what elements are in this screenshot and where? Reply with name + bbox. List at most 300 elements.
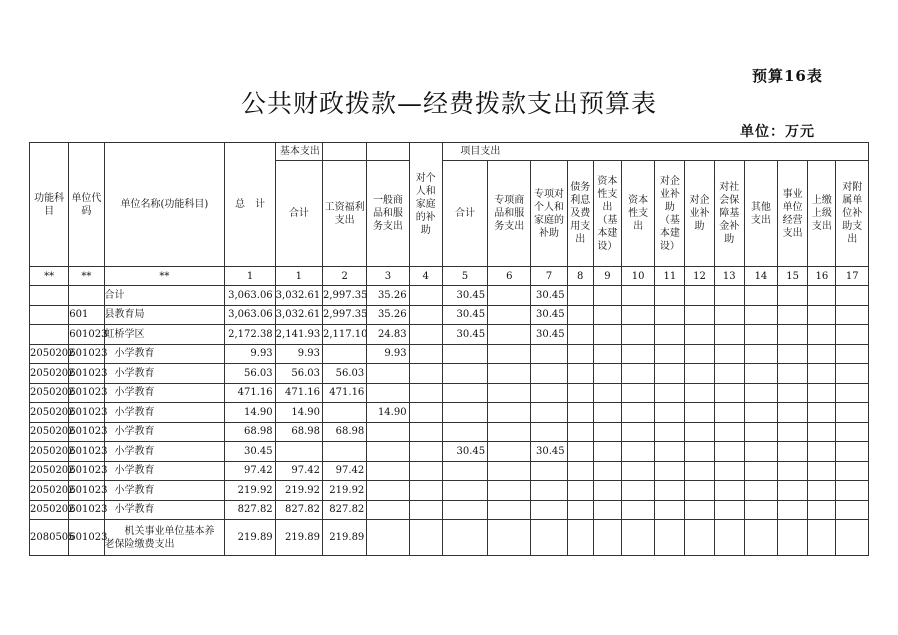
empty-cell xyxy=(744,344,777,364)
empty-cell xyxy=(778,286,808,306)
wage-cell: 2,117.10 xyxy=(323,325,367,345)
project-group-label: 项目支出 xyxy=(460,146,501,157)
func-code-cell: 2050202 xyxy=(30,481,69,501)
empty-cell xyxy=(655,286,685,306)
empty-cell xyxy=(567,364,593,384)
empty-cell xyxy=(685,286,714,306)
proj-personal-cell xyxy=(531,481,567,501)
col-personal: 对个人和家庭的补助 xyxy=(409,143,442,267)
wage-cell: 827.82 xyxy=(323,500,367,520)
basic-total-cell: 219.89 xyxy=(275,520,322,556)
empty-cell xyxy=(655,383,685,403)
empty-cell xyxy=(685,461,714,481)
empty-cell xyxy=(622,364,655,384)
empty-cell xyxy=(836,383,869,403)
empty-cell xyxy=(744,422,777,442)
empty-cell xyxy=(836,442,869,462)
proj-personal-cell xyxy=(531,403,567,423)
proj-total-cell: 30.45 xyxy=(442,325,487,345)
empty-cell xyxy=(714,500,744,520)
proj-goods-cell xyxy=(488,481,531,501)
empty-cell xyxy=(778,325,808,345)
empty-cell xyxy=(808,403,836,423)
empty-cell xyxy=(593,286,621,306)
empty-cell xyxy=(778,305,808,325)
empty-cell xyxy=(714,403,744,423)
unit-code-cell: 601023 xyxy=(69,442,104,462)
proj-goods-cell xyxy=(488,422,531,442)
proj-personal-cell xyxy=(531,383,567,403)
col-goods: 一般商品和服务支出 xyxy=(367,161,409,267)
table-row xyxy=(30,520,869,556)
empty-cell xyxy=(744,403,777,423)
index-cell: 11 xyxy=(655,267,685,286)
empty-cell xyxy=(714,461,744,481)
empty-cell xyxy=(685,305,714,325)
col-project-group xyxy=(442,143,868,161)
empty-cell xyxy=(655,403,685,423)
empty-cell xyxy=(836,286,869,306)
proj-total-cell xyxy=(442,344,487,364)
unit-name-cell: 小学教育 xyxy=(104,500,225,520)
page-title: 公共财政拨款—经费拨款支出预算表 xyxy=(240,89,657,118)
proj-total-cell xyxy=(442,481,487,501)
table-row xyxy=(30,344,869,364)
empty-cell xyxy=(685,500,714,520)
index-cell: 8 xyxy=(567,267,593,286)
empty-cell xyxy=(622,481,655,501)
unit-code-cell: 601023 xyxy=(69,344,104,364)
form-number: 预算16表 xyxy=(752,67,823,85)
empty-cell xyxy=(622,442,655,462)
proj-goods-cell xyxy=(488,325,531,345)
wage-cell: 2,997.35 xyxy=(323,305,367,325)
empty-cell xyxy=(622,422,655,442)
empty-cell xyxy=(808,286,836,306)
total-cell: 9.93 xyxy=(225,344,275,364)
empty-cell xyxy=(744,481,777,501)
goods-cell xyxy=(367,461,409,481)
basic-total-cell: 3,032.61 xyxy=(275,286,322,306)
empty-cell xyxy=(808,422,836,442)
empty-cell xyxy=(744,442,777,462)
func-code-cell: 2050202 xyxy=(30,500,69,520)
empty-cell xyxy=(778,383,808,403)
empty-cell xyxy=(808,500,836,520)
unit-name-cell: 机关事业单位基本养老保险缴费支出 xyxy=(104,520,225,556)
empty-cell xyxy=(622,403,655,423)
empty-cell xyxy=(685,520,714,556)
personal-cell xyxy=(409,383,442,403)
unit-name-cell: 小学教育 xyxy=(104,364,225,384)
empty-cell xyxy=(593,481,621,501)
index-cell: 2 xyxy=(323,267,367,286)
empty-cell xyxy=(714,422,744,442)
wage-cell: 471.16 xyxy=(323,383,367,403)
empty-cell xyxy=(655,422,685,442)
unit-name-cell: 县教育局 xyxy=(104,305,225,325)
proj-personal-cell xyxy=(531,422,567,442)
empty-cell xyxy=(567,461,593,481)
unit-name-cell: 小学教育 xyxy=(104,461,225,481)
header-blank xyxy=(367,143,409,161)
index-cell: 16 xyxy=(808,267,836,286)
empty-cell xyxy=(714,344,744,364)
goods-cell xyxy=(367,442,409,462)
empty-cell xyxy=(593,403,621,423)
proj-personal-cell xyxy=(531,364,567,384)
empty-cell xyxy=(808,305,836,325)
empty-cell xyxy=(744,520,777,556)
proj-total-cell xyxy=(442,422,487,442)
empty-cell xyxy=(744,364,777,384)
func-code-cell: 2080505 xyxy=(30,520,69,556)
proj-total-cell xyxy=(442,520,487,556)
empty-cell xyxy=(808,344,836,364)
proj-personal-cell xyxy=(531,344,567,364)
goods-cell: 35.26 xyxy=(367,305,409,325)
index-row xyxy=(30,267,869,286)
col-ent-subsidy: 对企业补助 xyxy=(685,161,714,267)
proj-personal-cell: 30.45 xyxy=(531,442,567,462)
personal-cell xyxy=(409,325,442,345)
empty-cell xyxy=(808,383,836,403)
empty-cell xyxy=(808,520,836,556)
empty-cell xyxy=(808,442,836,462)
empty-cell xyxy=(778,500,808,520)
unit-name-cell: 合计 xyxy=(104,286,225,306)
empty-cell xyxy=(655,520,685,556)
index-cell: 14 xyxy=(744,267,777,286)
empty-cell xyxy=(714,442,744,462)
unit-code-cell: 601023 xyxy=(69,403,104,423)
proj-goods-cell xyxy=(488,403,531,423)
proj-personal-cell xyxy=(531,461,567,481)
col-debt: 债务利息及费用支出 xyxy=(567,161,593,267)
empty-cell xyxy=(567,383,593,403)
wage-cell: 219.89 xyxy=(323,520,367,556)
empty-cell xyxy=(685,481,714,501)
goods-cell xyxy=(367,520,409,556)
personal-cell xyxy=(409,422,442,442)
unit-code-cell: 601023 xyxy=(69,325,104,345)
col-unit-name: 单位名称(功能科目) xyxy=(104,143,225,267)
col-affiliated: 对附属单位补助支出 xyxy=(836,161,869,267)
basic-total-cell: 219.92 xyxy=(275,481,322,501)
empty-cell xyxy=(593,461,621,481)
empty-cell xyxy=(778,442,808,462)
index-cell: ** xyxy=(69,267,104,286)
empty-cell xyxy=(622,520,655,556)
col-capital-build: 资本性支出（基本建设） xyxy=(593,161,621,267)
empty-cell xyxy=(567,481,593,501)
col-social: 对社会保障基金补助 xyxy=(714,161,744,267)
index-cell: 4 xyxy=(409,267,442,286)
empty-cell xyxy=(714,325,744,345)
goods-cell xyxy=(367,422,409,442)
func-code-cell: 2050202 xyxy=(30,344,69,364)
empty-cell xyxy=(685,422,714,442)
proj-goods-cell xyxy=(488,500,531,520)
total-cell: 56.03 xyxy=(225,364,275,384)
table-body xyxy=(30,267,869,556)
table-row xyxy=(30,383,869,403)
wage-cell xyxy=(323,403,367,423)
proj-total-cell xyxy=(442,461,487,481)
total-cell: 219.92 xyxy=(225,481,275,501)
wage-cell: 56.03 xyxy=(323,364,367,384)
proj-goods-cell xyxy=(488,286,531,306)
empty-cell xyxy=(836,461,869,481)
col-upper: 上缴上级支出 xyxy=(808,161,836,267)
table-row xyxy=(30,442,869,462)
empty-cell xyxy=(714,481,744,501)
index-cell: 17 xyxy=(836,267,869,286)
empty-cell xyxy=(744,286,777,306)
table-row xyxy=(30,325,869,345)
empty-cell xyxy=(593,520,621,556)
empty-cell xyxy=(622,500,655,520)
unit-name-cell: 小学教育 xyxy=(104,422,225,442)
basic-total-cell: 14.90 xyxy=(275,403,322,423)
col-proj-goods: 专项商品和服务支出 xyxy=(488,161,531,267)
goods-cell xyxy=(367,500,409,520)
unit-code-cell: 601023 xyxy=(69,422,104,442)
empty-cell xyxy=(622,383,655,403)
empty-cell xyxy=(836,481,869,501)
empty-cell xyxy=(836,364,869,384)
index-cell: 5 xyxy=(442,267,487,286)
proj-total-cell xyxy=(442,500,487,520)
goods-cell xyxy=(367,364,409,384)
personal-cell xyxy=(409,364,442,384)
empty-cell xyxy=(655,442,685,462)
basic-total-cell: 827.82 xyxy=(275,500,322,520)
empty-cell xyxy=(655,461,685,481)
unit-code-cell: 601023 xyxy=(69,500,104,520)
empty-cell xyxy=(622,305,655,325)
index-cell: 15 xyxy=(778,267,808,286)
total-cell: 2,172.38 xyxy=(225,325,275,345)
func-code-cell xyxy=(30,325,69,345)
empty-cell xyxy=(655,305,685,325)
personal-cell xyxy=(409,520,442,556)
col-total: 总 计 xyxy=(225,143,275,267)
proj-goods-cell xyxy=(488,364,531,384)
empty-cell xyxy=(593,325,621,345)
personal-cell xyxy=(409,500,442,520)
empty-cell xyxy=(808,461,836,481)
personal-cell xyxy=(409,461,442,481)
goods-cell xyxy=(367,383,409,403)
index-cell: 6 xyxy=(488,267,531,286)
unit-name-cell: 虹桥学区 xyxy=(104,325,225,345)
empty-cell xyxy=(685,344,714,364)
col-other: 其他支出 xyxy=(744,161,777,267)
empty-cell xyxy=(836,344,869,364)
total-cell: 827.82 xyxy=(225,500,275,520)
empty-cell xyxy=(567,344,593,364)
index-cell: 7 xyxy=(531,267,567,286)
col-basic-total: 合计 xyxy=(275,161,322,267)
goods-cell: 35.26 xyxy=(367,286,409,306)
index-cell: 10 xyxy=(622,267,655,286)
unit-label: 单位：万元 xyxy=(740,124,815,140)
empty-cell xyxy=(567,520,593,556)
unit-code-cell: 601023 xyxy=(69,461,104,481)
empty-cell xyxy=(567,422,593,442)
empty-cell xyxy=(567,442,593,462)
empty-cell xyxy=(567,305,593,325)
wage-cell: 219.92 xyxy=(323,481,367,501)
empty-cell xyxy=(744,325,777,345)
empty-cell xyxy=(808,364,836,384)
index-cell: 9 xyxy=(593,267,621,286)
empty-cell xyxy=(714,364,744,384)
func-code-cell: 2050202 xyxy=(30,461,69,481)
empty-cell xyxy=(836,520,869,556)
col-proj-personal: 专项对个人和家庭的补助 xyxy=(531,161,567,267)
empty-cell xyxy=(778,364,808,384)
proj-goods-cell xyxy=(488,442,531,462)
col-wage: 工资福利支出 xyxy=(323,161,367,267)
empty-cell xyxy=(655,500,685,520)
total-cell: 30.45 xyxy=(225,442,275,462)
unit-name-cell: 小学教育 xyxy=(104,442,225,462)
proj-total-cell: 30.45 xyxy=(442,442,487,462)
table-row xyxy=(30,481,869,501)
unit-code-cell: 601023 xyxy=(69,364,104,384)
unit-name-cell: 小学教育 xyxy=(104,383,225,403)
total-cell: 219.89 xyxy=(225,520,275,556)
header-blank xyxy=(323,143,367,161)
total-cell: 471.16 xyxy=(225,383,275,403)
goods-cell: 24.83 xyxy=(367,325,409,345)
func-code-cell: 2050202 xyxy=(30,442,69,462)
personal-cell xyxy=(409,442,442,462)
basic-total-cell: 9.93 xyxy=(275,344,322,364)
func-code-cell: 2050202 xyxy=(30,403,69,423)
empty-cell xyxy=(567,286,593,306)
empty-cell xyxy=(685,383,714,403)
proj-personal-cell xyxy=(531,500,567,520)
empty-cell xyxy=(778,481,808,501)
goods-cell xyxy=(367,481,409,501)
empty-cell xyxy=(836,305,869,325)
empty-cell xyxy=(593,442,621,462)
index-cell: ** xyxy=(104,267,225,286)
empty-cell xyxy=(836,403,869,423)
empty-cell xyxy=(744,500,777,520)
personal-cell xyxy=(409,344,442,364)
empty-cell xyxy=(655,325,685,345)
proj-total-cell xyxy=(442,403,487,423)
proj-personal-cell: 30.45 xyxy=(531,286,567,306)
basic-total-cell: 471.16 xyxy=(275,383,322,403)
empty-cell xyxy=(714,383,744,403)
empty-cell xyxy=(808,325,836,345)
empty-cell xyxy=(685,403,714,423)
unit-name-cell: 小学教育 xyxy=(104,344,225,364)
proj-goods-cell xyxy=(488,461,531,481)
table-header xyxy=(30,143,869,267)
proj-total-cell: 30.45 xyxy=(442,286,487,306)
basic-total-cell: 2,141.93 xyxy=(275,325,322,345)
unit-name-cell: 小学教育 xyxy=(104,403,225,423)
wage-cell xyxy=(323,442,367,462)
empty-cell xyxy=(744,461,777,481)
empty-cell xyxy=(836,422,869,442)
col-proj-total: 合计 xyxy=(442,161,487,267)
unit-code-cell xyxy=(69,286,104,306)
table-row xyxy=(30,286,869,306)
wage-cell: 97.42 xyxy=(323,461,367,481)
wage-cell xyxy=(323,344,367,364)
index-cell: 1 xyxy=(225,267,275,286)
empty-cell xyxy=(714,305,744,325)
empty-cell xyxy=(778,344,808,364)
unit-code-cell: 601 xyxy=(69,305,104,325)
empty-cell xyxy=(593,305,621,325)
empty-cell xyxy=(808,481,836,501)
empty-cell xyxy=(714,286,744,306)
func-code-cell: 2050202 xyxy=(30,422,69,442)
empty-cell xyxy=(685,442,714,462)
empty-cell xyxy=(655,364,685,384)
empty-cell xyxy=(593,364,621,384)
personal-cell xyxy=(409,305,442,325)
basic-total-cell: 3,032.61 xyxy=(275,305,322,325)
empty-cell xyxy=(622,344,655,364)
budget-table xyxy=(29,142,869,556)
func-code-cell xyxy=(30,305,69,325)
empty-cell xyxy=(685,325,714,345)
empty-cell xyxy=(622,461,655,481)
empty-cell xyxy=(593,383,621,403)
index-cell: 3 xyxy=(367,267,409,286)
empty-cell xyxy=(655,344,685,364)
basic-total-cell: 68.98 xyxy=(275,422,322,442)
goods-cell: 9.93 xyxy=(367,344,409,364)
table-row xyxy=(30,403,869,423)
empty-cell xyxy=(622,325,655,345)
index-cell: ** xyxy=(30,267,69,286)
col-func-code: 功能科目 xyxy=(30,143,69,267)
empty-cell xyxy=(778,520,808,556)
proj-goods-cell xyxy=(488,383,531,403)
unit-name-cell: 小学教育 xyxy=(104,481,225,501)
empty-cell xyxy=(593,422,621,442)
proj-total-cell: 30.45 xyxy=(442,305,487,325)
index-cell: 12 xyxy=(685,267,714,286)
empty-cell xyxy=(836,325,869,345)
index-cell: 13 xyxy=(714,267,744,286)
proj-goods-cell xyxy=(488,344,531,364)
table-row xyxy=(30,422,869,442)
empty-cell xyxy=(714,520,744,556)
proj-personal-cell: 30.45 xyxy=(531,325,567,345)
empty-cell xyxy=(593,344,621,364)
basic-total-cell xyxy=(275,442,322,462)
empty-cell xyxy=(744,383,777,403)
empty-cell xyxy=(567,500,593,520)
total-cell: 3,063.06 xyxy=(225,305,275,325)
total-cell: 14.90 xyxy=(225,403,275,423)
proj-total-cell xyxy=(442,364,487,384)
total-cell: 3,063.06 xyxy=(225,286,275,306)
empty-cell xyxy=(778,422,808,442)
proj-goods-cell xyxy=(488,305,531,325)
